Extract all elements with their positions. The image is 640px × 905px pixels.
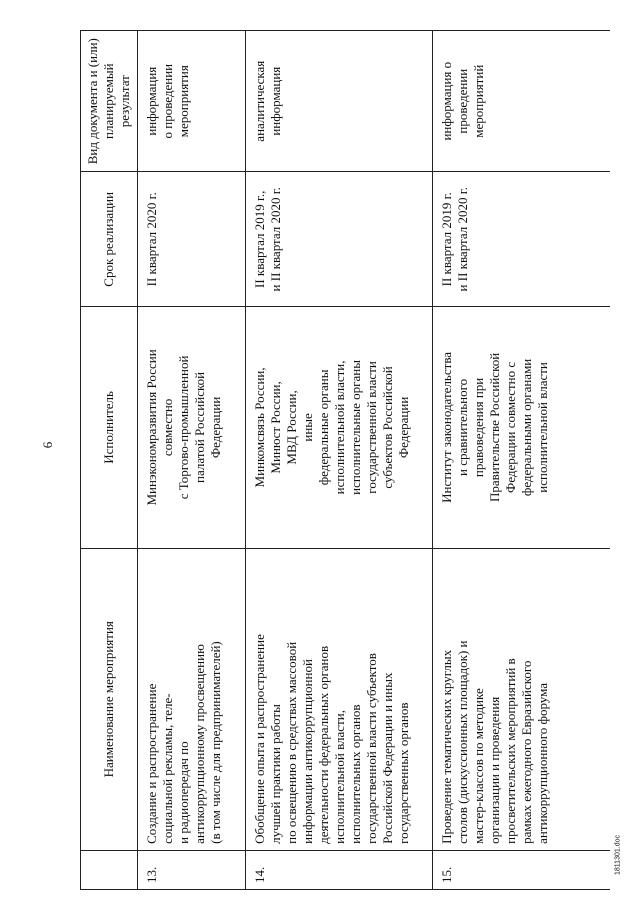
text-line: федеральными органами [519, 358, 534, 497]
header-result-line: планируемый результат [101, 63, 132, 139]
text-line: Минюст России, [268, 381, 283, 474]
row-number: 14. [246, 850, 433, 889]
text-line: Минкомсвязь России, [252, 367, 267, 488]
text-line: Федерации [396, 396, 411, 459]
text-line: информация [144, 66, 159, 136]
text-line: столов (дискуссионных площадок) и [455, 640, 470, 844]
text-line: субъектов Российской [380, 366, 395, 489]
text-line: исполнительной власти, [332, 360, 347, 495]
measure-executor [138, 307, 246, 548]
measure-name [433, 548, 611, 850]
text-line: федеральные органы [316, 369, 331, 486]
text-line: Институт законодательства [439, 351, 454, 503]
document-id: 1811301.doc [614, 835, 622, 875]
table-row [246, 31, 433, 890]
text-line: государственной власти субъектов [364, 653, 379, 844]
text-line: Федерации [208, 396, 223, 459]
text-line: мастер-классов по методике [471, 688, 486, 844]
text-line: антикоррупционному просвещению [192, 644, 207, 844]
text-line: информации антикоррупционной [300, 659, 315, 844]
text-line: деятельности федеральных органов [316, 645, 331, 844]
text-line: социальной рекламы, теле- [160, 693, 175, 844]
text-line: аналитическая [252, 60, 267, 142]
text-line: Обобщение опыта и распространение [252, 634, 267, 844]
measure-executor [246, 307, 433, 548]
text-line: мероприятий [471, 64, 486, 138]
text-line: II квартал 2019 г., [252, 190, 267, 288]
text-line: лучшей практики работы [268, 704, 283, 844]
text-line: палатой Российской [192, 371, 207, 483]
table-container [80, 30, 610, 890]
text-line: и II квартал 2020 г. [268, 187, 283, 292]
text-line: правоведения при [471, 377, 486, 478]
header-number [81, 850, 138, 889]
text-line: исполнительные органы [348, 360, 363, 495]
text-line: Российской Федерации и иных [380, 672, 395, 844]
text-line: совместно [160, 398, 175, 457]
text-line: Правительстве Российской [487, 352, 502, 503]
text-line: исполнительной власти [535, 362, 550, 493]
text-line: государственных органов [396, 702, 411, 844]
measure-result [246, 31, 433, 172]
text-line: Проведение тематических круглых [439, 649, 454, 844]
text-line: о проведении [160, 63, 175, 139]
header-result [81, 31, 138, 172]
measure-result [433, 31, 611, 172]
text-line: антикоррупционного форума [535, 682, 550, 844]
measure-term [138, 172, 246, 307]
text-line: мероприятия [176, 65, 191, 138]
header-row [81, 31, 138, 890]
text-line: и сравнительного [455, 378, 470, 476]
text-line: информация [268, 66, 283, 136]
measures-table [80, 30, 610, 890]
text-line: проведении [455, 68, 470, 134]
text-line: Федерации совместно с [503, 361, 518, 493]
table-row [433, 31, 611, 890]
text-line: исполнительных органов [348, 704, 363, 844]
row-number: 13. [138, 850, 246, 889]
measure-result [138, 31, 246, 172]
text-line: организации и проведения [487, 696, 502, 844]
text-line: государственной власти [364, 361, 379, 494]
text-line: и II квартал 2020 г. [455, 187, 470, 292]
measure-executor [433, 307, 611, 548]
text-line: и радиопередач по [176, 741, 191, 844]
text-line: информация о [439, 61, 454, 141]
header-name: Наименование мероприятия [81, 548, 138, 850]
header-executor: Исполнитель [81, 307, 138, 548]
text-line: рамках ежегодного Евразийского [519, 660, 534, 844]
measure-term [246, 172, 433, 307]
text-line: Создание и распространение [144, 683, 159, 844]
text-line: Минэкономразвития России [144, 349, 159, 506]
header-result-line: Вид документа и (или) [85, 38, 100, 165]
text-line: МВД России, [284, 390, 299, 465]
text-line: по освещению в средствах массовой [284, 641, 299, 844]
text-line: (в том числе для предпринимателей) [208, 641, 223, 844]
text-line: II квартал 2019 г. [439, 192, 454, 287]
text-line: иные [300, 413, 315, 442]
table-row [138, 31, 246, 890]
text-line: просветительских мероприятий в [503, 658, 518, 844]
text-line: исполнительной власти, [332, 710, 347, 844]
header-term: Срок реализации [81, 172, 138, 307]
measure-name [138, 548, 246, 850]
text-line: с Торгово-промышленной [176, 355, 191, 500]
measure-term [433, 172, 611, 307]
text-line: II квартал 2020 г. [144, 192, 159, 287]
measure-name [246, 548, 433, 850]
page-number: 6 [40, 441, 55, 449]
row-number: 15. [433, 850, 611, 889]
